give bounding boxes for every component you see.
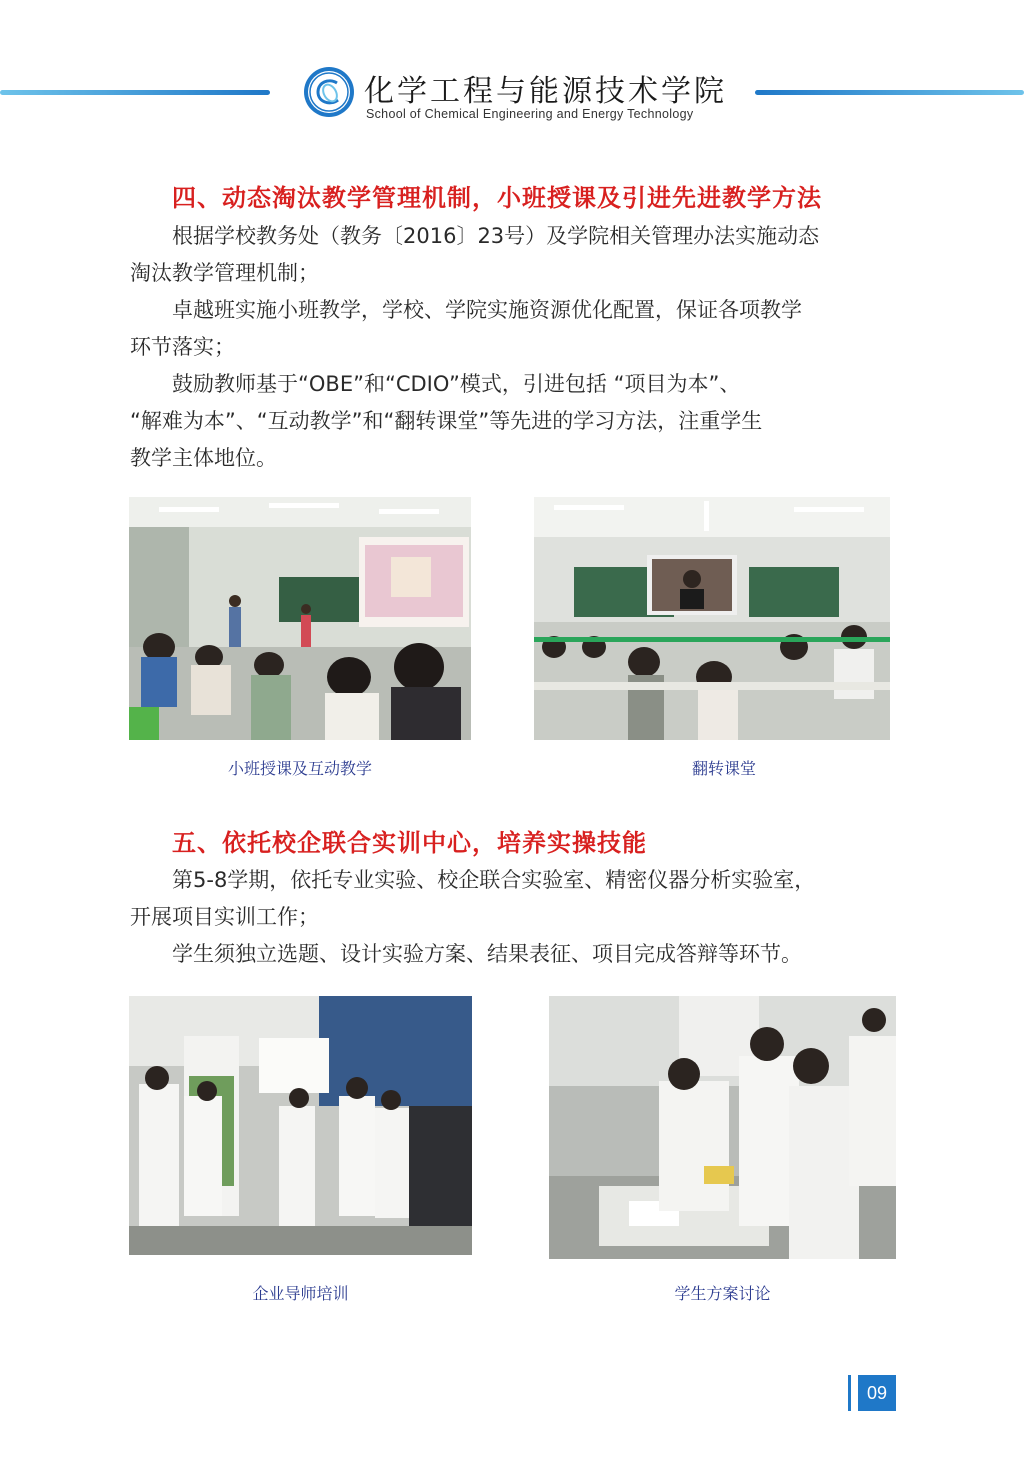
photo-enterprise-mentor-training [129, 996, 472, 1255]
photo-student-plan-discussion [549, 996, 896, 1259]
photo2-caption: 翻转课堂 [691, 759, 756, 778]
photo1-caption: 小班授课及互动教学 [227, 759, 372, 778]
header-line-left [0, 90, 270, 95]
section4-para3 [130, 366, 900, 477]
section5-para1 [130, 862, 900, 936]
section5-para1-line2: 开展项目实训工作； [130, 905, 319, 929]
section4-para3-line3: 教学主体地位。 [130, 446, 277, 470]
section5-heading: 五、依托校企联合实训中心，培养实操技能 [172, 829, 647, 857]
header-title: 化学工程与能源技术学院 [364, 74, 727, 109]
photo-flipped-classroom [534, 497, 890, 740]
page-number: 09 [858, 1375, 896, 1411]
section5-para2 [130, 936, 900, 973]
photo3-caption: 企业导师培训 [252, 1284, 349, 1303]
section4-para3-line2: “解难为本”、“互动教学”和“翻转课堂”等先进的学习方法，注重学生 [130, 409, 763, 433]
header-subtitle: School of Chemical Engineering and Energy Technology [366, 107, 694, 121]
section4-para2 [130, 292, 900, 366]
section4-para1 [130, 218, 900, 292]
photo-small-class-teaching [129, 497, 471, 740]
section4-para1-line2: 淘汰教学管理机制； [130, 261, 319, 285]
section5-para2-line1: 学生须独立选题、设计实验方案、结果表征、项目完成答辩等环节。 [172, 942, 802, 966]
header-line-right [755, 90, 1024, 95]
section4-para3-line1: 鼓励教师基于“OBE”和“CDIO”模式，引进包括 “项目为本”、 [172, 372, 741, 396]
section5-para1-line1: 第5-8学期，依托专业实验、校企联合实验室、精密仪器分析实验室， [172, 868, 816, 892]
section4-heading: 四、动态淘汰教学管理机制，小班授课及引进先进教学方法 [172, 184, 822, 212]
photo4-caption: 学生方案讨论 [674, 1284, 771, 1303]
page-number-bar [848, 1375, 851, 1411]
section4-para1-line1: 根据学校教务处（教务〔2016〕23号）及学院相关管理办法实施动态 [172, 224, 820, 248]
school-emblem-icon [303, 66, 355, 118]
section4-para2-line1: 卓越班实施小班教学，学校、学院实施资源优化配置，保证各项教学 [172, 298, 802, 322]
section4-para2-line2: 环节落实； [130, 335, 235, 359]
